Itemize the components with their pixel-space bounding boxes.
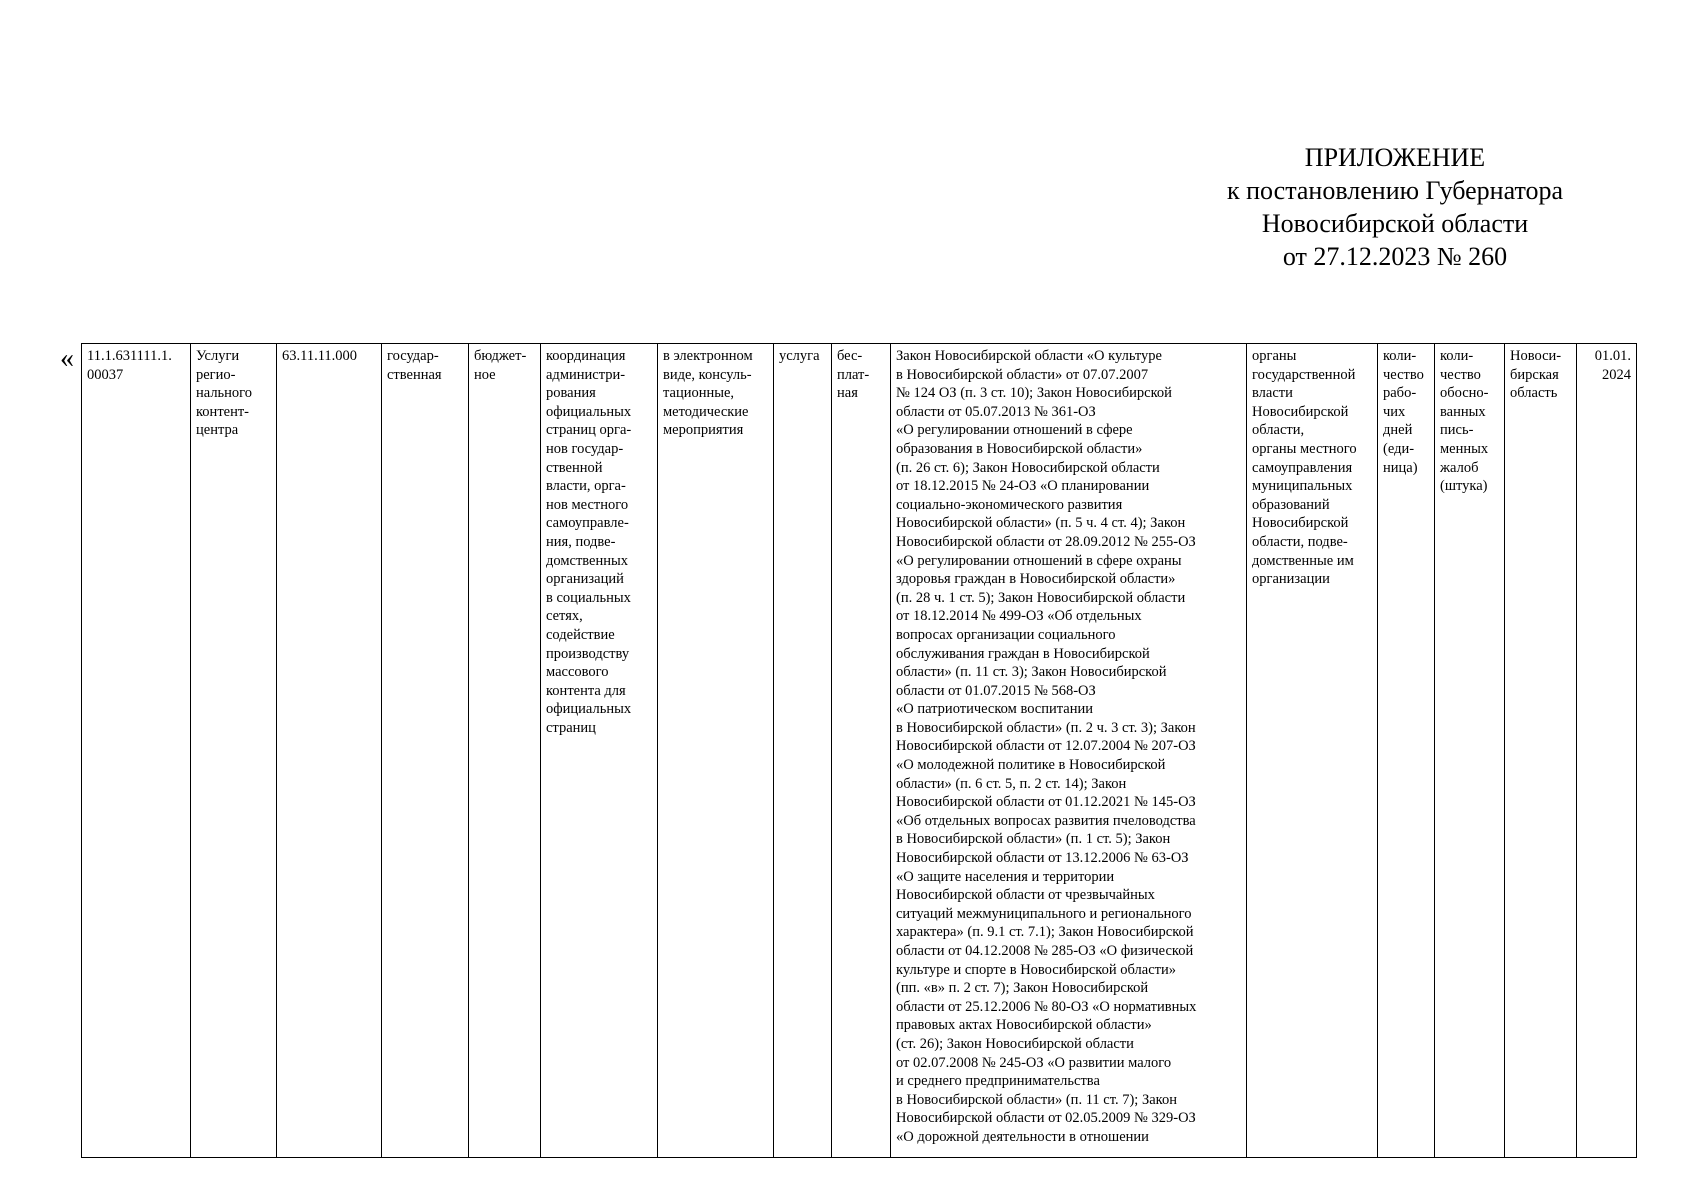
cell-quality-indicator: коли- чество обосно- ванных пись- менных жалоб (штука)	[1435, 344, 1505, 1158]
cell-territory: Новоси- бирская область	[1505, 344, 1577, 1158]
cell-content: координация администри- рования официальных страниц орга- нов государ- ственной власти, орга- нов местного самоуправле- ния, подве- домственных организаций в социальных сетях, содействие производству массового контента для официальных страниц	[541, 344, 658, 1158]
cell-funding: бюджет- ное	[469, 344, 541, 1158]
cell-service-name: Услуги регио- нального контент- центра	[191, 344, 277, 1158]
cell-okpd-code: 63.11.11.000	[277, 344, 382, 1158]
cell-date: 01.01. 2024	[1577, 344, 1637, 1158]
cell-recipients: органы государственной власти Новосибирской области, органы местного самоуправления муниципальных образований Новосибирской области, подве- домственные им организации	[1247, 344, 1378, 1158]
appendix-header	[1180, 141, 1610, 273]
cell-ownership: государ- ственная	[382, 344, 469, 1158]
appendix-title: ПРИЛОЖЕНИЕ	[1304, 143, 1486, 172]
cell-legal-basis: Закон Новосибирской области «О культуре в Новосибирской области» от 07.07.2007 № 124 ОЗ (п. 3 ст. 10); Закон Новосибирской области от 05.07.2013 № 361-ОЗ «О регулировании отношений в сфере образования в Новосибирской области» (п. 26 ст. 6); Закон Новосибирской области от 18.12.2015 № 24-ОЗ «О планировании социально-экономического развития Новосибирской области» (п. 5 ч. 4 ст. 4); Закон Новосибирской области от 28.09.2012 № 255-ОЗ «О регулировании отношений в сфере охраны здоровья граждан в Новосибирской области» (п. 28 ч. 1 ст. 5); Закон Новосибирской области от 18.12.2014 № 499-ОЗ «Об отдельных вопросах организации социального обслуживания граждан в Новосибирской области» (п. 11 ст. 3); Закон Новосибирской области от 01.07.2015 № 568-ОЗ «О патриотическом воспитании в Новосибирской области» (п. 2 ч. 3 ст. 3); Закон Новосибирской области от 12.07.2004 № 207-ОЗ «О молодежной политике в Новосибирской области» (п. 6 ст. 5, п. 2 ст. 14); Закон Новосибирской области от 01.12.2021 № 145-ОЗ «Об отдельных вопросах развития пчеловодства в Новосибирской области» (п. 1 ст. 5); Закон Новосибирской области от 13.12.2006 № 63-ОЗ «О защите населения и территории Новосибирской области от чрезвычайных ситуаций межмуниципального и регионального характера» (п. 9.1 ст. 7.1); Закон Новосибирской области от 04.12.2008 № 285-ОЗ «О физической культуре и спорте в Новосибирской области» (пп. «в» п. 2 ст. 7); Закон Новосибирской области от 25.12.2006 № 80-ОЗ «О нормативных правовых актах Новосибирской области» (ст. 26); Закон Новосибирской области от 02.07.2008 № 245-ОЗ «О развитии малого и среднего предпринимательства в Новосибирской области» (п. 11 ст. 7); Закон Новосибирской области от 02.05.2009 № 329-ОЗ «О дорожной деятельности в отношении	[891, 344, 1247, 1158]
services-table	[81, 343, 1637, 1158]
appendix-date-number: от 27.12.2023 № 260	[1282, 242, 1508, 271]
cell-payment: бес- плат- ная	[832, 344, 891, 1158]
appendix-region-line: Новосибирской области	[1261, 209, 1529, 238]
opening-quote-mark: «	[60, 343, 74, 374]
table-row	[82, 344, 1637, 1158]
cell-volume-indicator: коли- чество рабо- чих дней (еди- ница)	[1378, 344, 1435, 1158]
cell-type: услуга	[774, 344, 832, 1158]
cell-code: 11.1.631111.1. 00037	[82, 344, 191, 1158]
appendix-resolution-line: к постановлению Губернатора	[1226, 176, 1564, 205]
cell-form: в электронном виде, консуль- тационные, методические мероприятия	[658, 344, 774, 1158]
